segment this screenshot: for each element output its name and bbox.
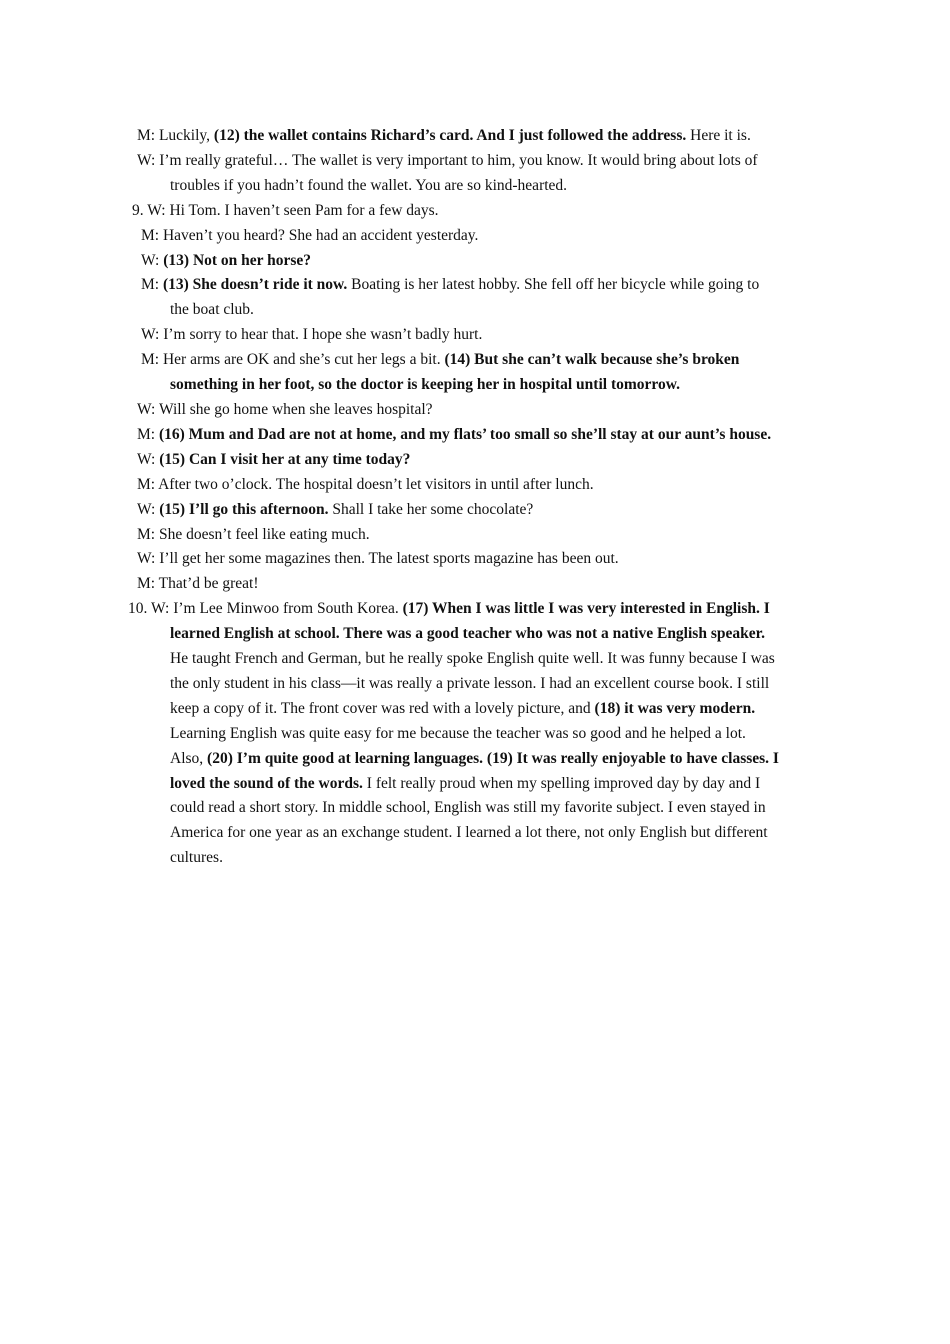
text-segment: Boating is her latest hobby. She fell off her bicycle while going to [347,276,760,294]
text-segment: W: [137,500,160,518]
text-line [0,498,950,523]
text-segment: M: That’d be great! [137,575,259,593]
text-segment: Shall I take her some chocolate? [328,500,534,518]
text-segment: W: I’ll get her some magazines then. The latest sports magazine has been out. [137,550,619,568]
text-segment: I felt really proud when my spelling improved day by day and I [362,774,761,792]
text-segment: W: I’m really grateful… The wallet is very important to him, you know. It would bring about lots of [137,151,758,169]
text-line [0,622,950,647]
text-line [0,149,950,174]
text-line [0,348,950,373]
text-line [0,224,950,249]
text-segment: M: Her arms are OK and she’s cut her legs a bit. [141,351,445,369]
text-line [0,821,950,846]
text-line [0,448,950,473]
text-segment: M: Haven’t you heard? She had an accident yesterday. [141,226,479,244]
text-line [0,747,950,772]
text-segment: M: [137,425,159,443]
text-segment: the only student in his class—it was really a private lesson. I had an excellent course book. I still [170,674,770,692]
text-line [0,846,950,871]
bold-answer-text: (14) But she can’t walk because she’s broken [444,351,740,369]
bold-answer-text: (13) She doesn’t ride it now. [162,276,348,294]
bold-answer-text: (16) Mum and Dad are not at home, and my flats’ too small so she’ll stay at our aunt’s house. [158,425,772,443]
text-segment: troubles if you hadn’t found the wallet. You are so kind-hearted. [170,176,568,194]
text-line [0,697,950,722]
text-line [0,249,950,274]
text-segment: W: Will she go home when she leaves hospital? [137,400,433,418]
bold-answer-text: loved the sound of the words. [170,774,363,792]
document-page [0,124,950,871]
text-segment: could read a short story. In middle school, English was still my favorite subject. I even stayed in [170,799,766,817]
text-line [0,572,950,597]
text-segment: M: After two o’clock. The hospital doesn’t let visitors in until after lunch. [137,475,594,493]
text-line [0,298,950,323]
bold-answer-text: something in her foot, so the doctor is keeping her in hospital until tomorrow. [170,376,680,394]
bold-answer-text: (17) When I was little I was very interested in English. I [402,600,770,618]
text-segment: 9. W: Hi Tom. I haven’t seen Pam for a few days. [132,201,439,219]
text-line [0,174,950,199]
bold-answer-text: (18) it was very modern. [594,699,756,717]
text-segment: W: [141,251,164,269]
bold-answer-text: learned English at school. There was a good teacher who was not a native English speaker. [170,625,765,643]
bold-answer-text: (13) Not on her horse? [163,251,312,269]
bold-answer-text: (15) I’ll go this afternoon. [159,500,329,518]
bold-answer-text: (12) the wallet contains Richard’s card. And I just followed the address. [213,127,687,144]
bold-answer-text: (15) Can I visit her at any time today? [159,450,411,468]
text-segment: M: Luckily, [137,127,214,144]
text-line [0,373,950,398]
text-segment: W: I’m sorry to hear that. I hope she wasn’t badly hurt. [141,326,483,344]
text-segment: the boat club. [170,301,254,319]
text-segment: Learning English was quite easy for me because the teacher was so good and he helped a lot. [170,724,746,742]
text-segment: 10. W: I’m Lee Minwoo from South Korea. [128,600,403,618]
text-segment: America for one year as an exchange student. I learned a lot there, not only English but different [170,824,768,842]
text-line [0,647,950,672]
text-segment: M: She doesn’t feel like eating much. [137,525,370,543]
text-segment: cultures. [170,849,223,867]
text-line [0,772,950,797]
text-line [0,597,950,622]
text-line [0,473,950,498]
text-line [0,273,950,298]
text-line [0,672,950,697]
text-line [0,124,950,149]
text-segment: Also, [170,749,208,767]
text-segment: keep a copy of it. The front cover was red with a lovely picture, and [170,699,595,717]
text-line [0,796,950,821]
text-segment: Here it is. [686,127,751,144]
text-segment: He taught French and German, but he really spoke English quite well. It was funny because I was [170,650,775,668]
text-line [0,423,950,448]
text-line [0,547,950,572]
text-line [0,323,950,348]
text-segment: W: [137,450,160,468]
bold-answer-text: (20) I’m quite good at learning languages. (19) It was really enjoyable to have classes. I [207,749,779,767]
text-line [0,722,950,747]
text-segment: M: [141,276,163,294]
text-line [0,523,950,548]
text-line [0,199,950,224]
text-line [0,398,950,423]
